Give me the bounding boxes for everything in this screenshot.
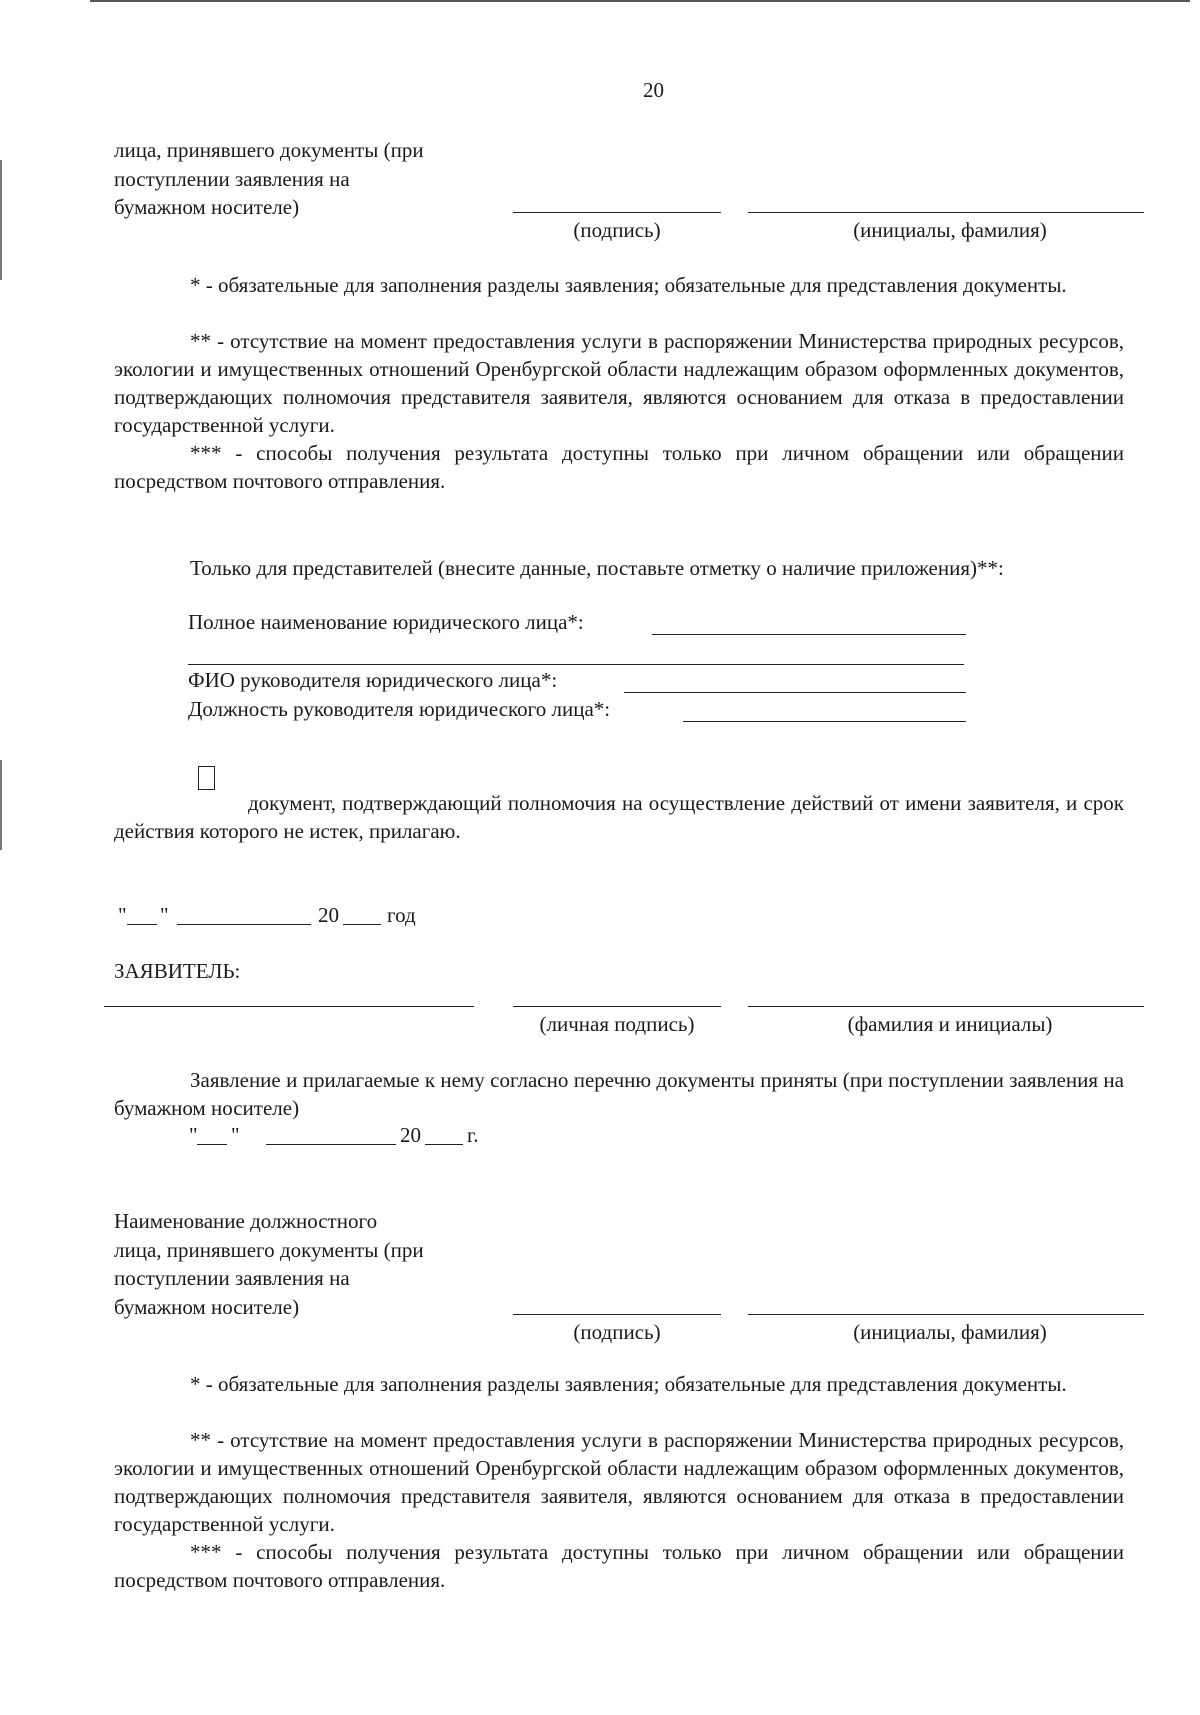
date-day-field[interactable] bbox=[127, 924, 157, 925]
accepted-date-century: 20 bbox=[400, 1123, 421, 1147]
official-title-line: поступлении заявления на bbox=[114, 166, 350, 191]
official-title-block bbox=[114, 1207, 424, 1321]
applicant-name-caption: (фамилия и инициалы) bbox=[847, 1012, 1053, 1036]
applicant-field[interactable] bbox=[104, 1006, 474, 1007]
accepted-date-suffix: г. bbox=[467, 1123, 479, 1147]
accepted-statement: Заявление и прилагаемые к нему согласно перечню документы приняты (при поступлении заявления на бумажном носителе) bbox=[114, 1068, 1124, 1120]
attachment-checkbox[interactable] bbox=[198, 766, 215, 790]
accepted-date-day-field[interactable] bbox=[197, 1144, 227, 1145]
accepted-date-quote-close: " bbox=[231, 1123, 240, 1147]
footnote-representative: ** - отсутствие на момент предоставления услуги в распоряжении Министерства природных ресурсов, экологии и имущественных отношений Оренбургской области надлежащим образом оформленных документов, подтверждающих полномочия представителя заявителя, являются основанием для отказа в предоставлении государственной услуги. bbox=[114, 1428, 1124, 1536]
date-quote-close: " bbox=[160, 903, 169, 927]
date-year-field[interactable] bbox=[343, 924, 381, 925]
footnote-delivery: *** - способы получения результата доступны только при личном обращении или обращении посредством почтового отправления. bbox=[114, 441, 1124, 493]
representatives-intro: Только для представителей (внесите данные, поставьте отметку о наличие приложения)**: bbox=[190, 556, 1004, 580]
official-initials-caption: (инициалы, фамилия) bbox=[853, 1320, 1047, 1344]
official-initials-line[interactable] bbox=[748, 1314, 1144, 1315]
head-name-label: ФИО руководителя юридического лица*: bbox=[188, 668, 558, 692]
official-title-line: Наименование должностного bbox=[114, 1209, 378, 1233]
accepted-date-month-field[interactable] bbox=[266, 1144, 396, 1145]
official-title-line: лица, принявшего документы (при bbox=[114, 1237, 424, 1262]
scan-edge-top bbox=[90, 0, 1190, 2]
applicant-label: ЗАЯВИТЕЛЬ: bbox=[114, 959, 241, 983]
signature-line[interactable] bbox=[513, 212, 721, 213]
applicant-signature-caption: (личная подпись) bbox=[539, 1012, 695, 1036]
head-position-field[interactable] bbox=[683, 721, 966, 722]
scan-edge-left bbox=[0, 160, 2, 280]
head-position-label: Должность руководителя юридического лица*: bbox=[188, 697, 611, 721]
signature-caption: (подпись) bbox=[573, 218, 661, 242]
accepted-date-year-field[interactable] bbox=[425, 1144, 463, 1145]
date-year-suffix: год bbox=[387, 903, 416, 927]
org-name-label: Полное наименование юридического лица*: bbox=[188, 610, 584, 634]
official-title-line: бумажном носителе) bbox=[114, 1294, 300, 1319]
accepted-date-quote-open: " bbox=[189, 1123, 198, 1147]
footnote-delivery: *** - способы получения результата доступны только при личном обращении или обращении посредством почтового отправления. bbox=[114, 1540, 1124, 1592]
official-title-block bbox=[114, 136, 424, 222]
footnote-required: * - обязательные для заполнения разделы заявления; обязательные для представления документы. bbox=[190, 1372, 1067, 1396]
official-title-line: бумажном носителе) bbox=[114, 195, 300, 219]
org-name-field[interactable] bbox=[652, 634, 966, 635]
initials-line[interactable] bbox=[748, 212, 1144, 213]
date-century: 20 bbox=[318, 903, 339, 927]
footnote-representative: ** - отсутствие на момент предоставления услуги в распоряжении Министерства природных ресурсов, экологии и имущественных отношений Оренбургской области надлежащим образом оформленных документов, подтверждающих полномочия представителя заявителя, являются основанием для отказа в предоставлении государственной услуги. bbox=[114, 329, 1124, 437]
org-name-field-continued[interactable] bbox=[188, 664, 964, 665]
head-name-field[interactable] bbox=[624, 692, 966, 693]
applicant-signature-line[interactable] bbox=[513, 1006, 721, 1007]
footnote-required: * - обязательные для заполнения разделы заявления; обязательные для представления документы. bbox=[190, 273, 1067, 297]
page-number: 20 bbox=[643, 78, 664, 102]
official-title-line: поступлении заявления на bbox=[114, 1266, 350, 1290]
official-signature-caption: (подпись) bbox=[573, 1320, 661, 1344]
initials-caption: (инициалы, фамилия) bbox=[853, 218, 1047, 242]
scan-edge-left bbox=[0, 760, 2, 850]
date-month-field[interactable] bbox=[177, 924, 311, 925]
date-quote-open: " bbox=[118, 903, 127, 927]
official-title-line: лица, принявшего документы (при bbox=[114, 138, 424, 162]
official-signature-line[interactable] bbox=[513, 1314, 721, 1315]
attachment-statement: документ, подтверждающий полномочия на осуществление действий от имени заявителя, и срок действия которого не истек, прилагаю. bbox=[114, 791, 1124, 843]
applicant-name-line[interactable] bbox=[748, 1006, 1144, 1007]
